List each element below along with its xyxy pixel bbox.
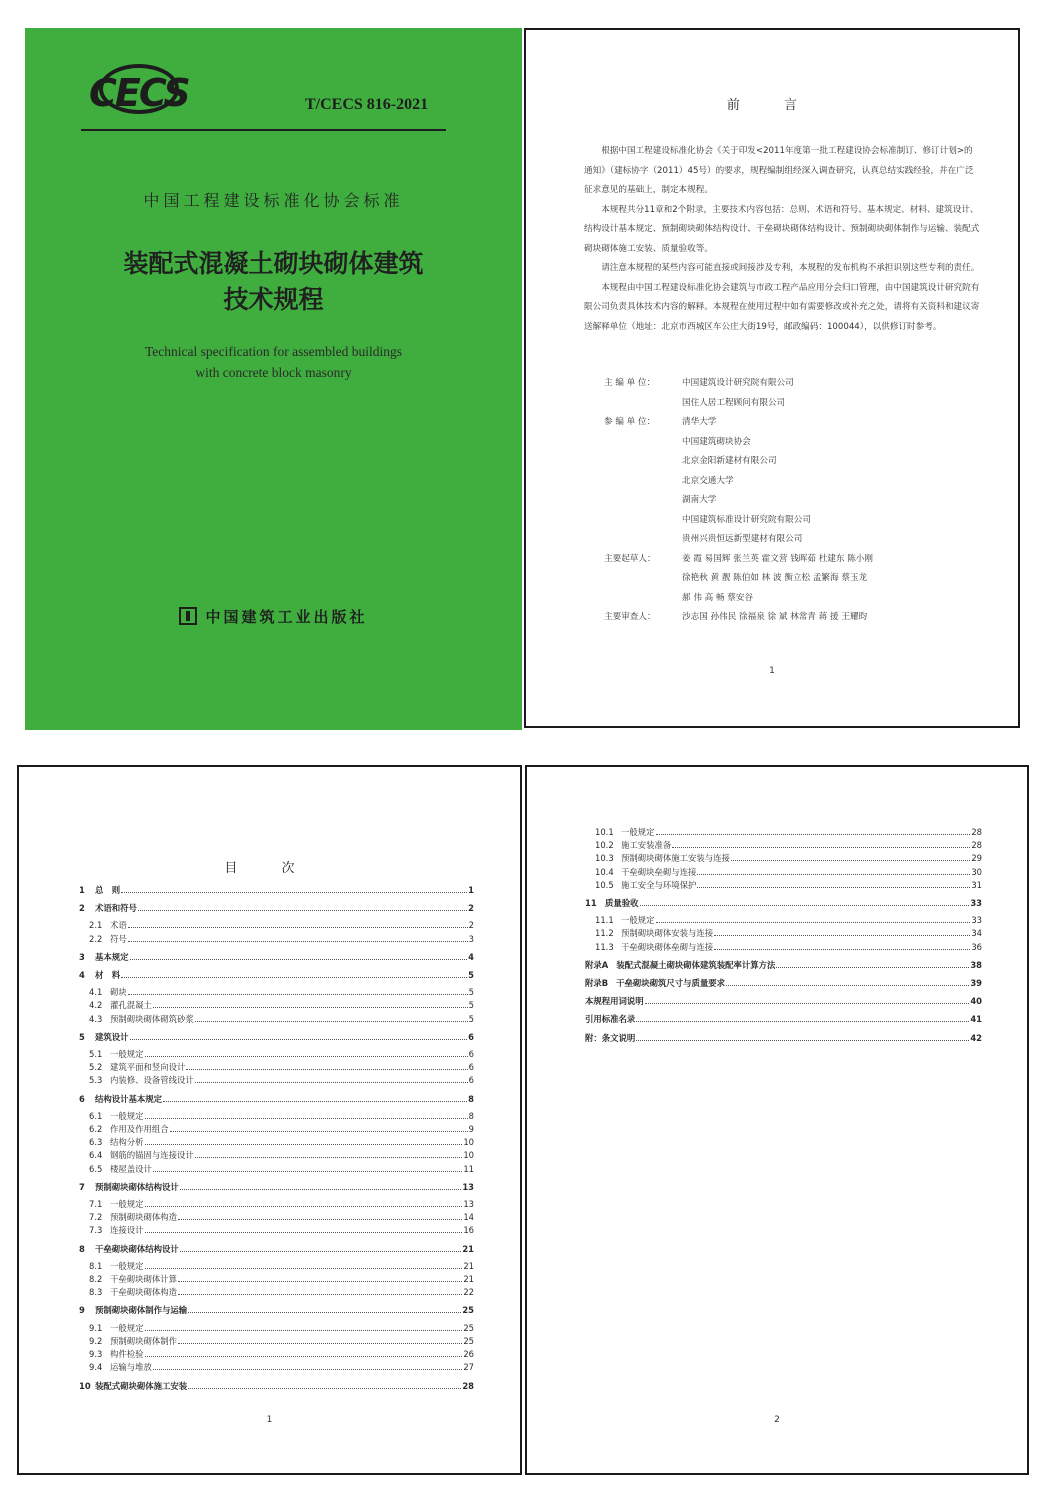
toc-leader (195, 1152, 463, 1158)
toc-title: 作用及作用组合 (110, 1124, 169, 1135)
toc-page: 28 (971, 827, 982, 837)
toc-leader (145, 1113, 468, 1119)
toc-leader (128, 989, 468, 995)
toc-number: 6.5 (89, 1163, 103, 1174)
cecs-logo-icon: CECS (87, 62, 191, 124)
toc-title: 结构设计基本规定 (95, 1093, 162, 1104)
standard-number: T/CECS 816-2021 (305, 96, 429, 113)
toc-leader (636, 1035, 969, 1041)
toc-title: 建筑平面和竖向设计 (110, 1062, 186, 1073)
toc-heading: 目 次 (224, 861, 315, 876)
toc-number: 10.3 (595, 853, 614, 864)
toc-leader (128, 922, 468, 928)
toc-title: 材 料 (95, 970, 121, 981)
toc-number: 9.2 (89, 1335, 103, 1346)
contributor-values (682, 550, 994, 609)
toc-number: 9.4 (89, 1362, 103, 1373)
contributor-value: 中国建筑设计研究院有限公司 (682, 378, 794, 388)
toc-title: 施工安装准备 (621, 840, 672, 851)
toc-page: 5 (468, 987, 474, 998)
toc-chapter (79, 951, 474, 964)
toc-number: 8.3 (89, 1287, 103, 1298)
publisher-logo-icon (179, 607, 197, 625)
cover-title (25, 246, 522, 318)
toc-number: 8.2 (89, 1274, 103, 1285)
toc-chapter (585, 995, 982, 1008)
toc-page: 28 (971, 840, 982, 851)
toc-section (79, 1123, 474, 1136)
toc-page: 5 (468, 1000, 474, 1011)
toc-title: 预制砌块砌体制作与运输 (95, 1305, 188, 1316)
toc-title: 一般规定 (621, 827, 655, 837)
toc-page: 11 (463, 1163, 474, 1174)
toc-chapter (79, 1243, 474, 1256)
toc-number: 4 (79, 970, 85, 981)
toc-section (79, 1061, 474, 1074)
toc-chapter (79, 1304, 474, 1317)
toc-title: 装配式砌块砌体施工安装 (95, 1380, 188, 1391)
toc-leader (714, 930, 970, 936)
contributor-label: 参 编 单 位： (604, 417, 656, 427)
toc-page: 21 (463, 1260, 474, 1271)
toc-page: 42 (970, 1032, 982, 1043)
toc-number: 6.1 (89, 1110, 103, 1121)
toc-title: 楼屋盖设计 (110, 1163, 152, 1174)
toc-title: 内装修、设备管线设计 (110, 1075, 194, 1086)
toc-leader (195, 1016, 468, 1022)
contributor-value: 贵州兴贵恒远新型建材有限公司 (682, 534, 803, 544)
cover-title-line1: 装配式混凝土砌块砌体建筑 (123, 249, 424, 278)
toc-page: 10 (463, 1137, 474, 1148)
foreword-heading: 前 言 (726, 98, 818, 113)
toc-leader (153, 1166, 462, 1172)
toc-title: 质量验收 (605, 898, 639, 909)
toc-section (79, 999, 474, 1012)
toc-title: 建筑设计 (95, 1031, 129, 1042)
toc-leader (640, 900, 970, 906)
toc-leader (145, 1201, 463, 1207)
toc-title: 一般规定 (621, 915, 655, 926)
toc-number: 11.1 (595, 915, 614, 926)
toc-section (79, 933, 474, 946)
toc-title: 钢筋的锚固与连接设计 (110, 1150, 194, 1161)
toc-list (585, 826, 982, 1045)
toc-page: 2 (468, 903, 474, 914)
toc-page: 9 (468, 1124, 474, 1135)
toc-title: 符号 (110, 933, 127, 944)
toc-leader (153, 1364, 462, 1370)
toc-title: 总 则 (95, 885, 121, 895)
contributor-row (604, 413, 994, 550)
foreword-contributors (604, 374, 994, 628)
toc-page: 26 (463, 1349, 474, 1360)
toc-number: 6.3 (89, 1137, 103, 1148)
foreword-paragraph: 本规程共分11章和2个附录，主要技术内容包括：总则、术语和符号、基本规定、材料、建筑设计、结构设计基本规定、预制砌块砌体结构设计、干垒砌块砌体结构设计、预制砌块砌体制作与运输、装配式砌块砌体施工安装、质量验收等。 (584, 204, 980, 254)
toc-title: 灌孔混凝土 (110, 1000, 152, 1011)
toc-leader (178, 1338, 462, 1344)
toc-leader (145, 1263, 463, 1269)
toc-title: 干垒砌块砌体构造 (110, 1287, 177, 1298)
toc-section (79, 1224, 474, 1237)
toc-section (79, 1048, 474, 1061)
toc-number: 10 (79, 1380, 91, 1391)
page-number: 2 (774, 1415, 780, 1425)
toc-number: 11 (585, 898, 597, 909)
toc-title: 干垒砌块砌体计算 (110, 1274, 177, 1285)
toc-page: 38 (970, 959, 982, 970)
toc-title: 一般规定 (110, 1322, 144, 1333)
toc-page: 5 (468, 970, 474, 981)
toc-chapter (585, 977, 982, 990)
toc-title: 构件检验 (110, 1349, 144, 1360)
contributor-label: 主 编 单 位： (604, 378, 656, 388)
toc-section (79, 1260, 474, 1273)
toc-title: 预制砌块砌体构造 (110, 1212, 177, 1223)
toc-leader (145, 1227, 463, 1233)
toc-page: 27 (463, 1362, 474, 1373)
toc-title: 附：条文说明 (585, 1032, 636, 1043)
toc-title: 预制砌块砌体施工安装与连接 (621, 853, 730, 864)
toc-number: 9.1 (89, 1322, 103, 1333)
toc-chapter (79, 1380, 474, 1393)
toc-leader (170, 1126, 468, 1132)
toc-number: 6 (79, 1093, 85, 1104)
toc-number: 3 (79, 951, 85, 962)
toc-page: 4 (468, 951, 474, 962)
toc-section (585, 927, 982, 940)
toc-section (585, 941, 982, 954)
toc-page: 6 (468, 1049, 474, 1060)
toc-page: 31 (971, 879, 982, 890)
toc-page: 40 (970, 996, 982, 1007)
toc-page: 39 (970, 978, 982, 989)
toc-number: 9 (79, 1305, 85, 1316)
toc-page: 21 (463, 1274, 474, 1285)
toc-number: 10.1 (595, 827, 614, 837)
contributor-label: 主要审查人： (604, 612, 656, 622)
toc-number: 9.3 (89, 1349, 103, 1360)
toc-leader (180, 1184, 462, 1190)
toc-page: 13 (463, 1199, 474, 1210)
toc-title: 装配式混凝土砌块砌体建筑装配率计算方法 (616, 959, 776, 970)
contributor-value: 姜 霞 易国辉 张兰英 霍文营 钱晖茹 杜建东 陈小刚 (682, 553, 873, 564)
toc-title: 干垒砌块垒砌与连接 (621, 866, 697, 877)
toc-number: 7 (79, 1181, 85, 1192)
contributor-value: 清华大学 (682, 417, 717, 427)
toc-number: 8 (79, 1243, 85, 1254)
toc-leader (178, 1214, 462, 1220)
toc-title: 施工安全与环境保护 (621, 879, 697, 890)
cover-english-line1: Technical specification for assembled buildings (145, 344, 402, 359)
toc-page: 16 (463, 1225, 474, 1236)
toc-leader (138, 905, 467, 911)
contributor-value: 中国建筑标准设计研究院有限公司 (682, 514, 811, 525)
association-name: 中国工程建设标准化协会标准 (143, 191, 404, 210)
toc-number: 2.1 (89, 920, 103, 931)
toc-number: 10.4 (595, 866, 614, 877)
toc-section (79, 986, 474, 999)
contributor-value: 国住人居工程顾问有限公司 (682, 397, 786, 408)
toc-leader (130, 1034, 468, 1040)
toc-number: 11.2 (595, 928, 614, 939)
toc-leader (636, 1016, 969, 1022)
contributor-row (604, 550, 994, 609)
contributor-values (682, 374, 994, 413)
toc-page: 6 (468, 1062, 474, 1073)
toc-page: 33 (970, 898, 982, 909)
toc-chapter (585, 1013, 982, 1026)
toc-page: 36 (971, 941, 982, 952)
toc-section (79, 1322, 474, 1335)
toc-leader (188, 1307, 461, 1313)
toc-section (79, 1013, 474, 1026)
toc-chapter (79, 884, 474, 897)
toc-leader (153, 1002, 468, 1008)
toc-page: 34 (971, 928, 982, 939)
toc-page: 41 (970, 1014, 982, 1025)
contributor-label: 主要起草人： (604, 553, 656, 564)
toc-number: 4.2 (89, 1000, 103, 1011)
toc-leader (145, 1051, 468, 1057)
toc-leader (180, 1246, 462, 1252)
toc-section (79, 1198, 474, 1211)
toc-section (585, 879, 982, 892)
toc-number: 2.2 (89, 933, 103, 944)
toc-section (79, 1136, 474, 1149)
toc-leader (776, 962, 969, 968)
toc-page: 30 (971, 866, 982, 877)
toc-chapter (585, 959, 982, 972)
toc-leader (145, 1351, 463, 1357)
toc-number: 8.1 (89, 1260, 103, 1271)
toc-page: 6 (468, 1031, 474, 1042)
toc-number: 6.2 (89, 1124, 103, 1135)
toc-leader (178, 1276, 462, 1282)
toc-page: 25 (463, 1322, 474, 1333)
toc-section (585, 914, 982, 927)
toc-section (79, 1211, 474, 1224)
toc-section (79, 1110, 474, 1123)
toc-chapter (79, 1181, 474, 1194)
toc-number: 10.2 (595, 840, 614, 851)
contributor-row (604, 374, 994, 413)
toc-leader (726, 980, 969, 986)
toc-leader (731, 855, 970, 861)
toc-number: 7.1 (89, 1199, 103, 1210)
toc-leader (121, 972, 467, 978)
toc-section (79, 1163, 474, 1176)
toc-page: 25 (463, 1335, 474, 1346)
toc-section (585, 852, 982, 865)
toc-title: 基本规定 (95, 951, 129, 962)
publisher-name: 中国建筑工业出版社 (205, 608, 368, 626)
toc-leader (656, 829, 971, 835)
toc-page: 13 (462, 1181, 474, 1192)
toc-number: 2 (79, 903, 85, 914)
toc-chapter (585, 1032, 982, 1045)
toc-page-2 (525, 765, 1029, 1475)
toc-section (79, 1335, 474, 1348)
toc-number: 5.3 (89, 1075, 103, 1086)
contributor-value: 中国建筑砌块协会 (682, 436, 751, 447)
toc-page: 8 (468, 1093, 474, 1104)
toc-chapter (79, 1031, 474, 1044)
cover-title-line2: 技术规程 (223, 285, 324, 314)
toc-page: 29 (971, 853, 982, 864)
contributor-value: 北京金阳新建材有限公司 (682, 456, 777, 466)
toc-number: 7.3 (89, 1225, 103, 1236)
toc-chapter (79, 969, 474, 982)
contributor-value: 北京交通大学 (682, 475, 734, 486)
toc-title: 一般规定 (110, 1199, 144, 1210)
toc-leader (121, 887, 467, 893)
toc-title: 本规程用词说明 (585, 996, 644, 1007)
toc-leader (128, 936, 468, 942)
toc-page: 1 (468, 885, 474, 895)
toc-title: 砌块 (110, 987, 127, 998)
toc-page: 33 (971, 915, 982, 926)
toc-title: 预制砌块砌体砌筑砂浆 (110, 1013, 194, 1024)
toc-page: 8 (468, 1110, 474, 1121)
toc-number: 10.5 (595, 879, 614, 890)
toc-title: 一般规定 (110, 1110, 144, 1121)
toc-section (79, 1074, 474, 1087)
toc-number: 1 (79, 885, 85, 895)
toc-leader (145, 1325, 463, 1331)
toc-page: 2 (468, 920, 474, 931)
toc-chapter (79, 902, 474, 915)
contributor-value: 湖南大学 (682, 495, 717, 505)
toc-page: 6 (468, 1075, 474, 1086)
toc-title: 引用标准名录 (585, 1014, 636, 1025)
toc-page: 14 (463, 1212, 474, 1223)
toc-leader (145, 1139, 463, 1145)
toc-leader (656, 917, 971, 923)
toc-section (585, 866, 982, 879)
toc-section (79, 1273, 474, 1286)
toc-title: 预制砌块砌体安装与连接 (621, 928, 714, 939)
page-number: 1 (769, 666, 775, 676)
toc-section (79, 1361, 474, 1374)
toc-number: 11.3 (595, 941, 614, 952)
toc-leader (697, 882, 970, 888)
toc-title: 结构分析 (110, 1137, 144, 1148)
toc-page: 28 (462, 1380, 474, 1391)
toc-title: 一般规定 (110, 1049, 144, 1060)
toc-number: 5 (79, 1031, 85, 1042)
toc-page: 5 (468, 1013, 474, 1024)
toc-page: 21 (462, 1243, 474, 1254)
toc-title: 一般规定 (110, 1260, 144, 1271)
toc-chapter (79, 1093, 474, 1106)
contributor-row (604, 608, 994, 628)
toc-title: 连接设计 (110, 1225, 144, 1236)
toc-section (585, 839, 982, 852)
toc-number: 4.3 (89, 1013, 103, 1024)
toc-section (79, 1286, 474, 1299)
contributor-value: 郝 伟 高 畅 蔡安谷 (682, 592, 754, 603)
toc-title: 干垒砌块砌筑尺寸与质量要求 (616, 978, 726, 989)
toc-leader (195, 1077, 468, 1083)
toc-title: 干垒砌块砌体结构设计 (95, 1243, 179, 1254)
toc-leader (186, 1064, 467, 1070)
foreword-paragraph: 根据中国工程建设标准化协会《关于印发<2011年度第一批工程建设协会标准制订、修订计划>的通知》（建标协字（2011）45号）的要求，规程编制组经深入调查研究，认真总结实践经验，并在广泛征求意见的基础上，制定本规程。 (584, 146, 974, 195)
toc-number: 5.2 (89, 1062, 103, 1073)
toc-page: 22 (463, 1287, 474, 1298)
toc-page: 25 (462, 1305, 474, 1316)
foreword-page (524, 28, 1020, 728)
toc-title: 预制砌块砌体结构设计 (95, 1181, 179, 1192)
toc-leader (188, 1382, 461, 1388)
toc-section (79, 1348, 474, 1361)
contributor-values (682, 413, 994, 550)
toc-title: 干垒砌块砌体垒砌与连接 (621, 941, 714, 952)
toc-leader (130, 954, 468, 960)
toc-number: 附录B (585, 978, 609, 989)
toc-leader (645, 998, 970, 1004)
page-number: 1 (266, 1415, 273, 1425)
publisher (25, 606, 522, 627)
contributor-value: 沙志国 孙伟民 徐福泉 徐 斌 林常青 蒋 援 王耀昀 (682, 612, 868, 622)
cover-english-line2: with concrete block masonry (195, 365, 352, 380)
toc-section (585, 826, 982, 839)
contributor-value: 徐艳秋 黄 靓 陈伯如 林 波 衡立松 孟繁海 蔡玉龙 (682, 573, 868, 583)
toc-title: 预制砌块砌体制作 (110, 1335, 177, 1346)
toc-chapter (585, 897, 982, 910)
toc-title: 术语 (110, 920, 127, 931)
toc-title: 运输与堆放 (110, 1362, 152, 1373)
toc-leader (178, 1289, 462, 1295)
foreword-paragraph: 请注意本规程的某些内容可能直接或间接涉及专利，本规程的发布机构不承担识别这些专利的责任。 (601, 263, 980, 273)
toc-page: 3 (468, 933, 474, 944)
toc-section (79, 919, 474, 932)
cover-english-title (25, 341, 522, 383)
toc-number: 6.4 (89, 1150, 103, 1161)
toc-number: 4.1 (89, 987, 103, 998)
toc-list (79, 884, 474, 1393)
contributor-values (682, 608, 994, 628)
toc-leader (672, 842, 970, 848)
foreword-body (584, 142, 980, 337)
cover-page (25, 28, 522, 730)
foreword-paragraph: 本规程由中国工程建设标准化协会建筑与市政工程产品应用分会归口管理，由中国建筑设计研究院有限公司负责具体技术内容的解释。本规程在使用过程中如有需要修改或补充之处，请将有关资料和建议寄送解释单位（地址：北京市西城区车公庄大街19号，邮政编码：100044），以供修订时参考。 (584, 282, 980, 332)
cover-divider (81, 129, 446, 131)
toc-section (79, 1149, 474, 1162)
toc-title: 术语和符号 (95, 903, 137, 914)
toc-leader (163, 1096, 467, 1102)
toc-page: 10 (463, 1150, 474, 1161)
toc-leader (697, 869, 970, 875)
toc-number: 附录A (585, 959, 609, 970)
toc-leader (714, 944, 970, 950)
toc-number: 5.1 (89, 1049, 103, 1060)
toc-number: 7.2 (89, 1212, 103, 1223)
toc-page-1 (17, 765, 522, 1475)
